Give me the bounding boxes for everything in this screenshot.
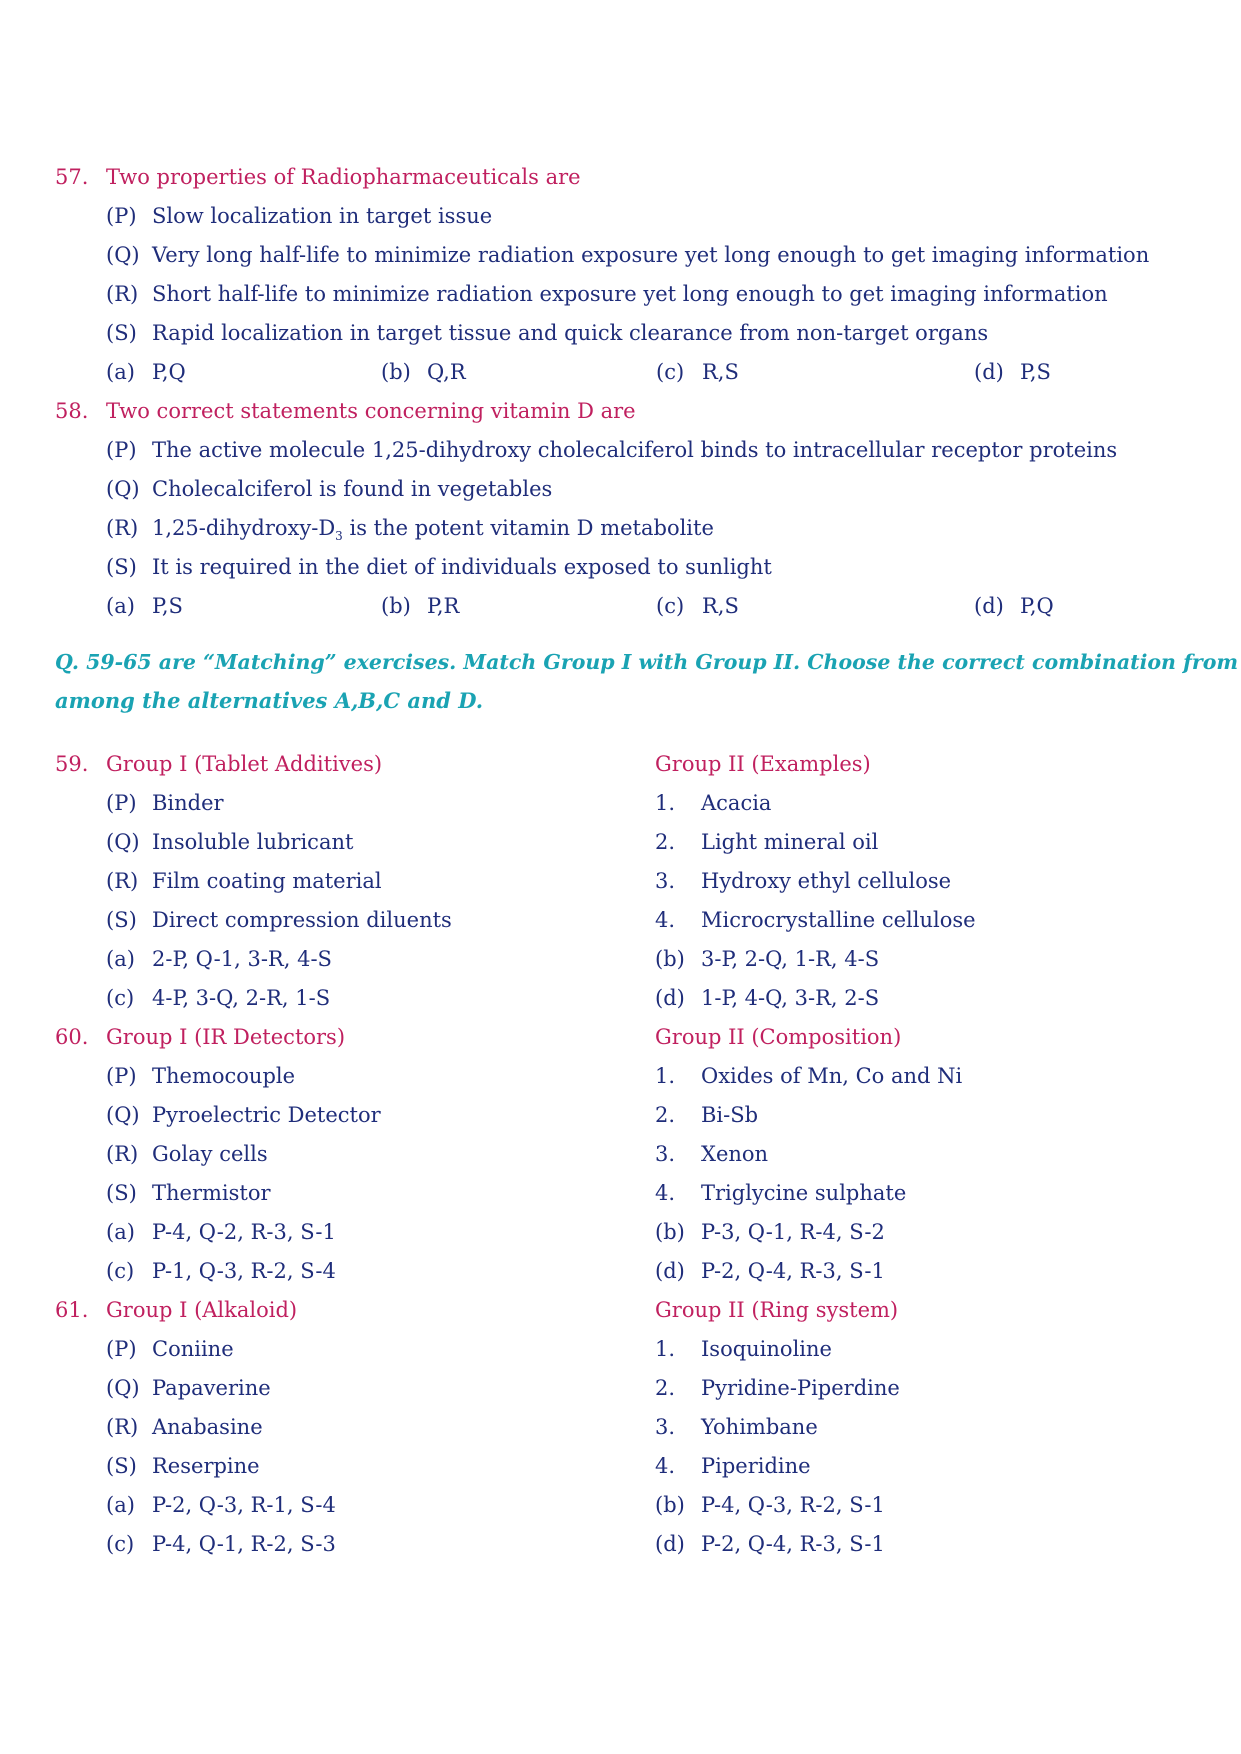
item-label: (P) xyxy=(106,204,137,228)
option-a-text: P,S xyxy=(152,594,183,618)
option-a-text: 2-P, Q-1, 3-R, 4-S xyxy=(152,947,332,971)
right-label: 2. xyxy=(655,1376,676,1400)
right-text: Triglycine sulphate xyxy=(701,1181,907,1205)
right-text: Oxides of Mn, Co and Ni xyxy=(701,1064,963,1088)
right-label: 4. xyxy=(655,1181,676,1205)
option-a-text: P-2, Q-3, R-1, S-4 xyxy=(152,1493,336,1517)
item-text: Short half-life to minimize radiation exposure yet long enough to get imaging information xyxy=(152,282,1108,306)
question-number: 60. xyxy=(55,1025,89,1049)
option-d-text: P,S xyxy=(1020,360,1051,384)
item-text: Slow localization in target issue xyxy=(152,204,493,228)
item-text-part: 1,25-dihydroxy-D xyxy=(152,516,336,540)
left-label: (R) xyxy=(106,1142,139,1166)
right-label: 3. xyxy=(655,869,676,893)
group1-title: Group I (Alkaloid) xyxy=(106,1298,298,1322)
item-text xyxy=(152,514,714,550)
option-c-text: P-4, Q-1, R-2, S-3 xyxy=(152,1532,336,1556)
right-label: 4. xyxy=(655,1454,676,1478)
option-a-label: (a) xyxy=(106,947,135,971)
group1-title: Group I (IR Detectors) xyxy=(106,1025,346,1049)
left-text: Insoluble lubricant xyxy=(152,830,354,854)
item-label: (R) xyxy=(106,516,139,540)
right-text: Xenon xyxy=(701,1142,769,1166)
right-label: 2. xyxy=(655,830,676,854)
left-text: Golay cells xyxy=(152,1142,268,1166)
right-label: 1. xyxy=(655,791,676,815)
question-number: 59. xyxy=(55,752,89,776)
item-text: The active molecule 1,25-dihydroxy cholecalciferol binds to intracellular receptor proteins xyxy=(152,438,1118,462)
left-label: (P) xyxy=(106,1337,137,1361)
matching-instruction-line1: Q. 59-65 are “Matching” exercises. Match Group I with Group II. Choose the correct combination from xyxy=(55,650,1239,674)
item-label: (P) xyxy=(106,438,137,462)
option-b-label: (b) xyxy=(381,594,411,618)
option-b-text: P-4, Q-3, R-2, S-1 xyxy=(701,1493,885,1517)
option-a-text: P,Q xyxy=(152,360,186,384)
left-label: (R) xyxy=(106,869,139,893)
question-number: 57. xyxy=(55,165,89,189)
left-text: Direct compression diluents xyxy=(152,908,452,932)
option-d-text: P-2, Q-4, R-3, S-1 xyxy=(701,1532,885,1556)
option-d-label: (d) xyxy=(655,986,685,1010)
item-text: Rapid localization in target tissue and quick clearance from non-target organs xyxy=(152,321,989,345)
left-label: (S) xyxy=(106,1454,137,1478)
option-c-text: P-1, Q-3, R-2, S-4 xyxy=(152,1259,336,1283)
option-b-text: P,R xyxy=(427,594,460,618)
left-text: Reserpine xyxy=(152,1454,260,1478)
item-text: Cholecalciferol is found in vegetables xyxy=(152,477,553,501)
option-a-text: P-4, Q-2, R-3, S-1 xyxy=(152,1220,336,1244)
option-c-text: R,S xyxy=(702,594,739,618)
right-text: Light mineral oil xyxy=(701,830,879,854)
right-label: 3. xyxy=(655,1415,676,1439)
item-text-part: is the potent vitamin D metabolite xyxy=(342,516,714,540)
right-text: Hydroxy ethyl cellulose xyxy=(701,869,952,893)
right-label: 1. xyxy=(655,1064,676,1088)
left-label: (P) xyxy=(106,1064,137,1088)
option-b-label: (b) xyxy=(655,1493,685,1517)
question-text: Two properties of Radiopharmaceuticals are xyxy=(106,165,581,189)
option-d-label: (d) xyxy=(655,1532,685,1556)
right-text: Bi-Sb xyxy=(701,1103,759,1127)
left-label: (P) xyxy=(106,791,137,815)
group1-title: Group I (Tablet Additives) xyxy=(106,752,383,776)
option-a-label: (a) xyxy=(106,360,135,384)
option-b-text: Q,R xyxy=(427,360,466,384)
left-label: (R) xyxy=(106,1415,139,1439)
option-a-label: (a) xyxy=(106,594,135,618)
left-text: Themocouple xyxy=(152,1064,296,1088)
left-text: Papaverine xyxy=(152,1376,271,1400)
group2-title: Group II (Ring system) xyxy=(655,1298,899,1322)
item-label: (S) xyxy=(106,555,137,579)
option-d-text: 1-P, 4-Q, 3-R, 2-S xyxy=(701,986,880,1010)
group2-title: Group II (Composition) xyxy=(655,1025,902,1049)
right-text: Pyridine-Piperdine xyxy=(701,1376,900,1400)
question-number: 58. xyxy=(55,399,89,423)
option-c-label: (c) xyxy=(106,986,135,1010)
right-text: Microcrystalline cellulose xyxy=(701,908,976,932)
right-text: Yohimbane xyxy=(701,1415,818,1439)
right-text: Piperidine xyxy=(701,1454,811,1478)
right-label: 4. xyxy=(655,908,676,932)
left-text: Film coating material xyxy=(152,869,382,893)
right-text: Isoquinoline xyxy=(701,1337,832,1361)
right-label: 1. xyxy=(655,1337,676,1361)
right-label: 3. xyxy=(655,1142,676,1166)
item-label: (S) xyxy=(106,321,137,345)
left-text: Pyroelectric Detector xyxy=(152,1103,381,1127)
option-b-text: 3-P, 2-Q, 1-R, 4-S xyxy=(701,947,880,971)
left-label: (S) xyxy=(106,908,137,932)
left-label: (S) xyxy=(106,1181,137,1205)
option-b-label: (b) xyxy=(655,1220,685,1244)
group2-title: Group II (Examples) xyxy=(655,752,871,776)
option-d-label: (d) xyxy=(655,1259,685,1283)
item-text: Very long half-life to minimize radiation exposure yet long enough to get imaging information xyxy=(152,243,1150,267)
option-a-label: (a) xyxy=(106,1220,135,1244)
left-text: Thermistor xyxy=(152,1181,271,1205)
subscript: 3 xyxy=(335,529,343,544)
option-c-text: 4-P, 3-Q, 2-R, 1-S xyxy=(152,986,331,1010)
option-b-label: (b) xyxy=(381,360,411,384)
question-number: 61. xyxy=(55,1298,89,1322)
option-b-label: (b) xyxy=(655,947,685,971)
option-c-label: (c) xyxy=(656,360,685,384)
right-text: Acacia xyxy=(701,791,772,815)
question-text: Two correct statements concerning vitamin D are xyxy=(106,399,636,423)
option-c-label: (c) xyxy=(106,1259,135,1283)
option-d-text: P-2, Q-4, R-3, S-1 xyxy=(701,1259,885,1283)
option-c-label: (c) xyxy=(656,594,685,618)
option-d-label: (d) xyxy=(974,594,1004,618)
option-c-text: R,S xyxy=(702,360,739,384)
left-text: Anabasine xyxy=(152,1415,263,1439)
left-label: (Q) xyxy=(106,1376,140,1400)
option-d-label: (d) xyxy=(974,360,1004,384)
item-text: It is required in the diet of individuals exposed to sunlight xyxy=(152,555,772,579)
left-label: (Q) xyxy=(106,830,140,854)
matching-instruction-line2: among the alternatives A,B,C and D. xyxy=(55,688,484,713)
right-label: 2. xyxy=(655,1103,676,1127)
option-d-text: P,Q xyxy=(1020,594,1054,618)
left-label: (Q) xyxy=(106,1103,140,1127)
item-label: (Q) xyxy=(106,477,140,501)
option-b-text: P-3, Q-1, R-4, S-2 xyxy=(701,1220,885,1244)
left-text: Coniine xyxy=(152,1337,234,1361)
option-c-label: (c) xyxy=(106,1532,135,1556)
left-text: Binder xyxy=(152,791,224,815)
item-label: (Q) xyxy=(106,243,140,267)
item-label: (R) xyxy=(106,282,139,306)
option-a-label: (a) xyxy=(106,1493,135,1517)
